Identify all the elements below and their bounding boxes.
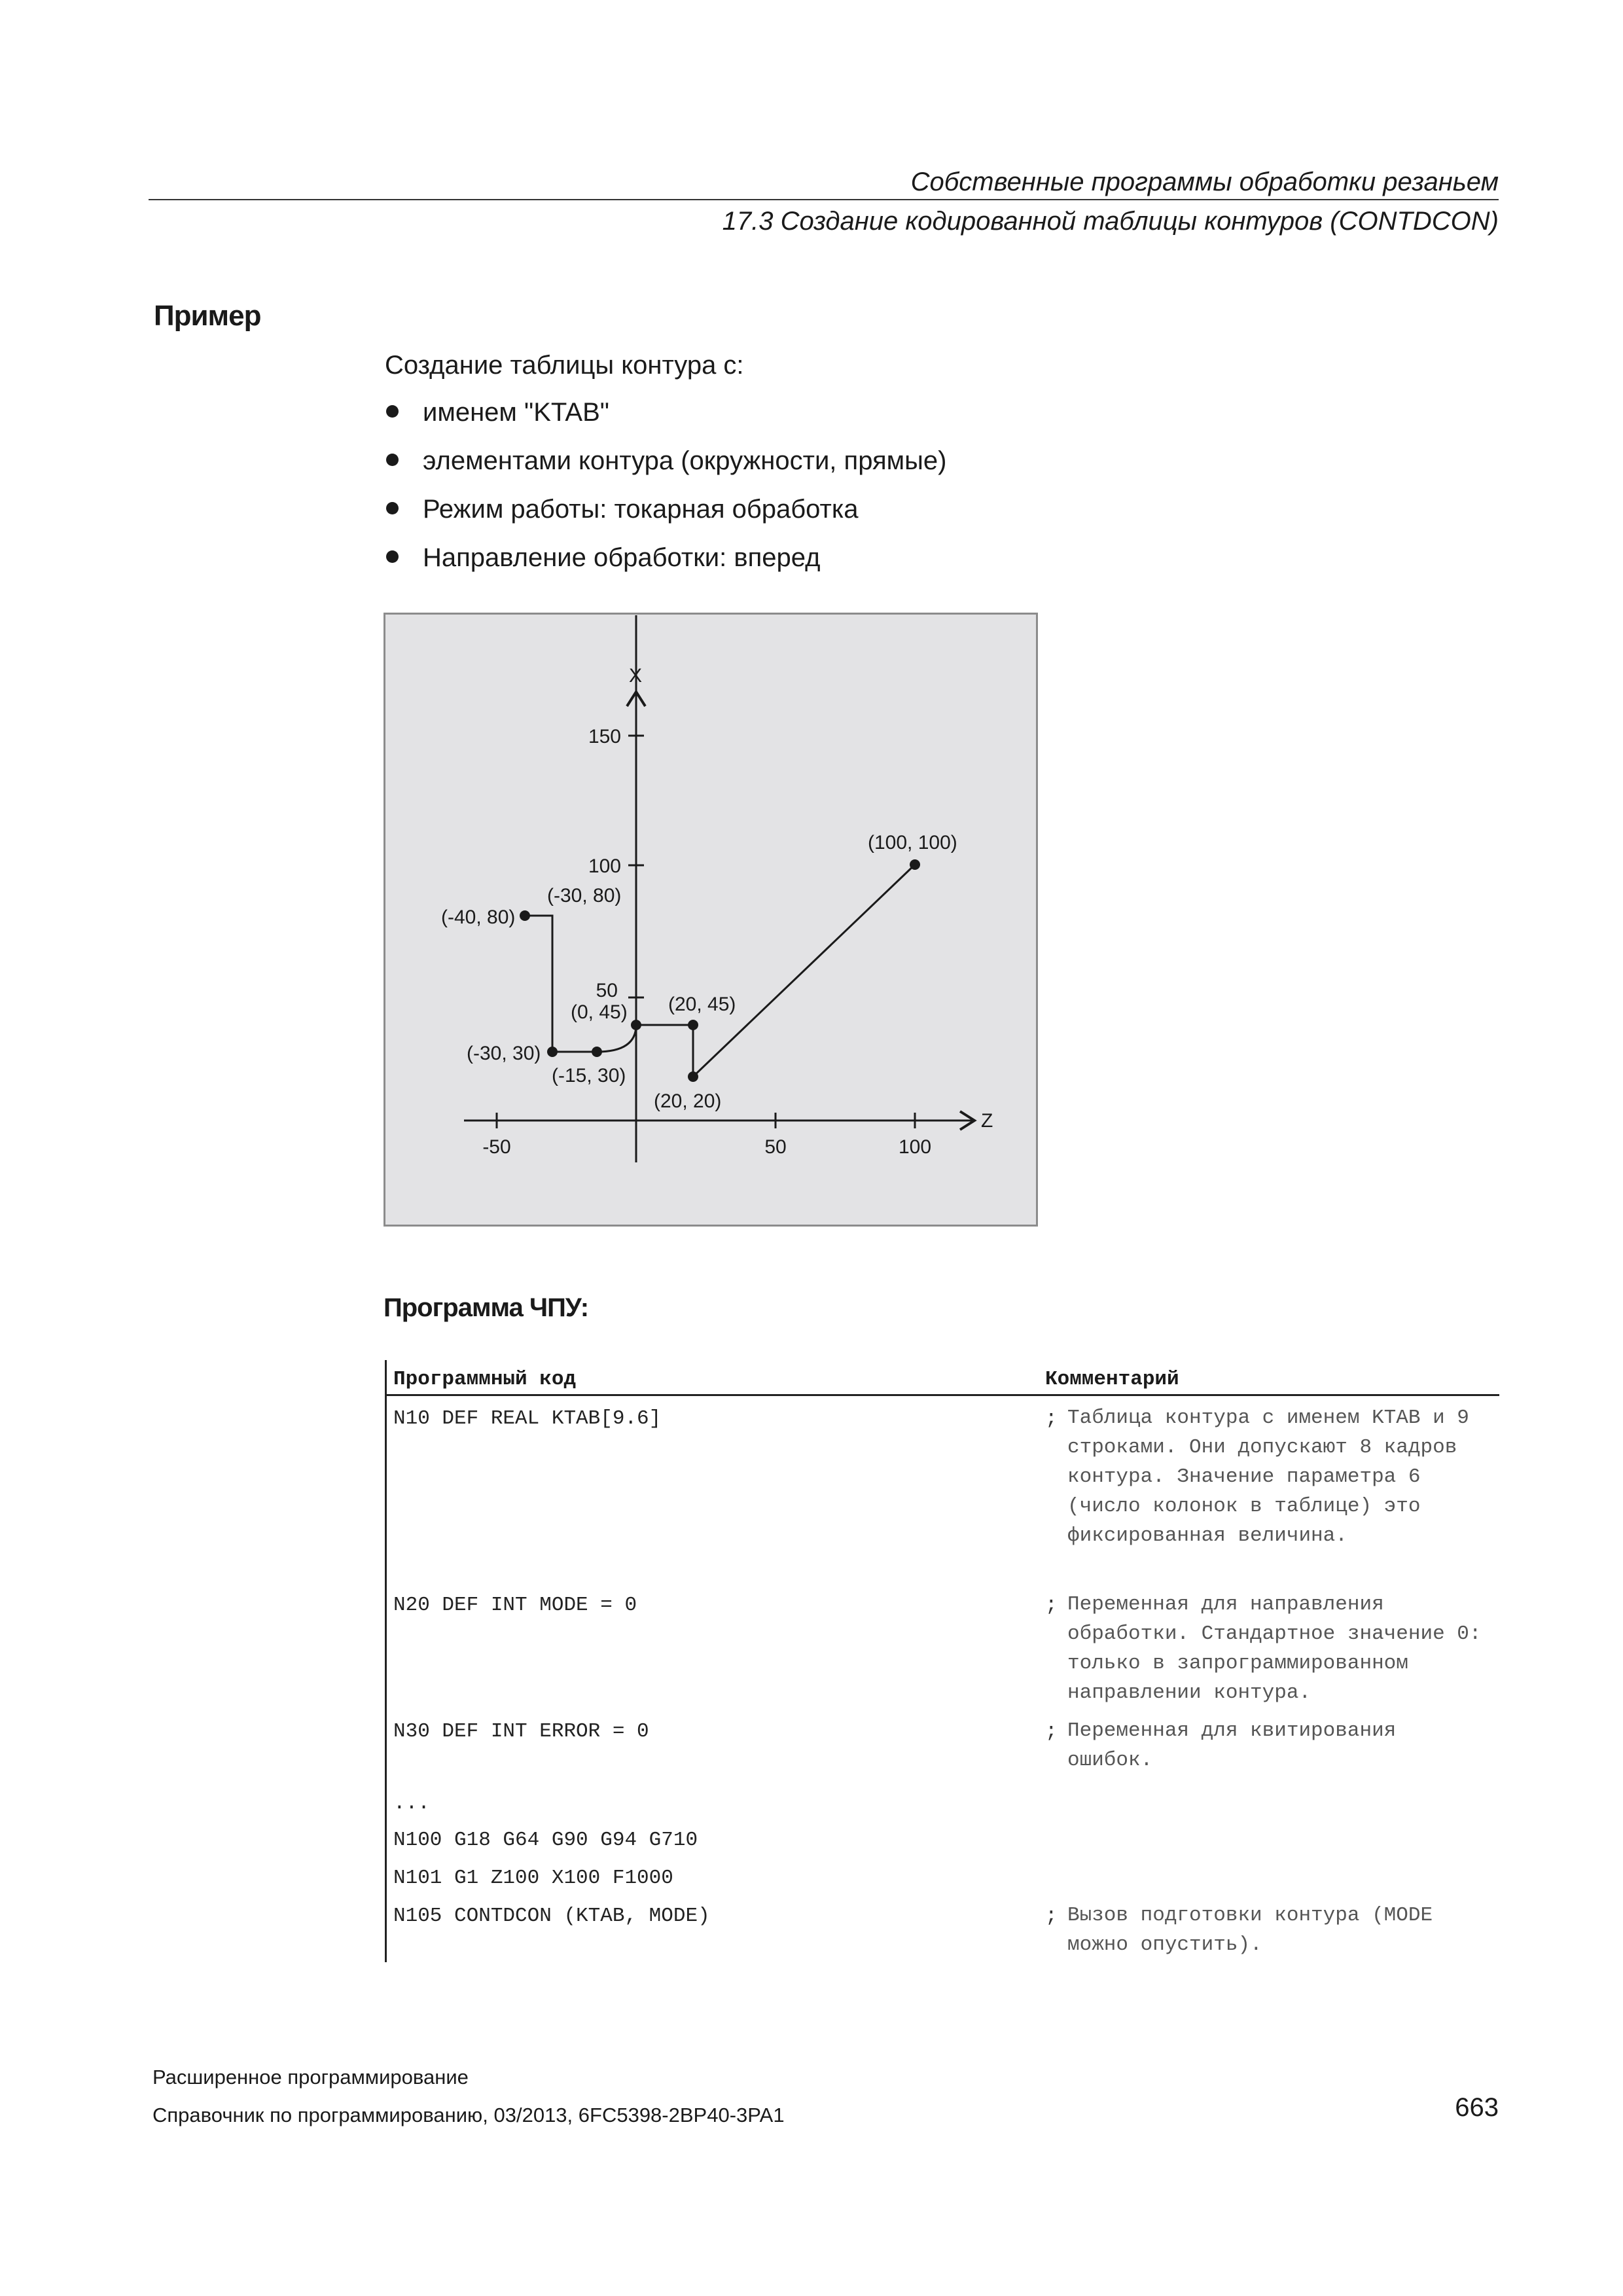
comment-cell: Переменная для направления обработки. Стандартное значение 0: только в запрограммированном направлении контура. bbox=[1067, 1593, 1482, 1704]
bullet-item bbox=[385, 493, 946, 542]
code-cell: N100 G18 G64 G90 G94 G710 bbox=[393, 1829, 698, 1852]
z-tick-label: -50 bbox=[482, 1136, 511, 1158]
contour-point bbox=[688, 1071, 698, 1082]
contour-point bbox=[910, 859, 920, 870]
point-label: (20, 45) bbox=[668, 994, 736, 1015]
contour-point bbox=[547, 1047, 558, 1057]
point-label: (0, 45) bbox=[571, 1001, 628, 1023]
x-axis-label: X bbox=[629, 665, 643, 687]
example-heading: Пример bbox=[154, 300, 261, 332]
table-header bbox=[387, 1360, 1499, 1396]
point-label: (-15, 30) bbox=[552, 1065, 626, 1086]
code-cell: N10 DEF REAL KTAB[9.6] bbox=[393, 1407, 662, 1430]
bullet-text: элементами контура (окружности, прямые) bbox=[423, 446, 947, 475]
column-header-code: Программный код bbox=[393, 1368, 577, 1391]
x-tick-label: 100 bbox=[588, 855, 621, 877]
x-tick-label: 50 bbox=[596, 980, 618, 1001]
x-tick-label: 150 bbox=[588, 726, 621, 747]
code-cell: N105 CONTDCON (KTAB, MODE) bbox=[393, 1905, 710, 1928]
bullet-item bbox=[385, 397, 946, 445]
comment-marker: ; bbox=[1045, 1407, 1058, 1430]
contour-point bbox=[631, 1020, 641, 1030]
bullet-icon bbox=[386, 405, 399, 418]
contour-point bbox=[592, 1047, 602, 1057]
comment-cell: Вызов подготовки контура (MODE можно опустить). bbox=[1067, 1904, 1433, 1956]
point-label: (-30, 30) bbox=[467, 1043, 541, 1064]
point-label: (100, 100) bbox=[868, 832, 957, 853]
footer-reference: Справочник по программированию, 03/2013, 6FC5398-2BP40-3PA1 bbox=[152, 2104, 785, 2126]
comment-marker: ; bbox=[1045, 1720, 1058, 1743]
point-label: (-30, 80) bbox=[547, 885, 622, 906]
z-tick-label: 100 bbox=[898, 1136, 932, 1158]
program-table bbox=[385, 1360, 1499, 1962]
bullet-item bbox=[385, 445, 946, 493]
bullet-icon bbox=[386, 550, 399, 563]
z-tick-label: 50 bbox=[764, 1136, 787, 1158]
z-axis-label: Z bbox=[981, 1110, 993, 1132]
column-header-comment: Комментарий bbox=[1045, 1368, 1179, 1391]
contour-drawing bbox=[385, 615, 1036, 1225]
comment-marker: ; bbox=[1045, 1594, 1058, 1617]
code-cell: N20 DEF INT MODE = 0 bbox=[393, 1594, 637, 1617]
bullet-text: именем "KTAB" bbox=[423, 398, 609, 427]
code-cell: ... bbox=[393, 1792, 430, 1815]
bullet-text: Направление обработки: вперед bbox=[423, 543, 821, 572]
contour-point bbox=[520, 910, 530, 921]
header-rule bbox=[149, 199, 1499, 200]
program-heading: Программа ЧПУ: bbox=[383, 1293, 589, 1322]
contour-point bbox=[688, 1020, 698, 1030]
page-number: 663 bbox=[1455, 2093, 1499, 2122]
code-cell: N101 G1 Z100 X100 F1000 bbox=[393, 1867, 673, 1890]
contour-figure bbox=[383, 613, 1038, 1227]
running-header-section: 17.3 Создание кодированной таблицы контуров (CONTDCON) bbox=[722, 207, 1499, 236]
running-header-chapter: Собственные программы обработки резаньем bbox=[910, 168, 1499, 196]
example-intro: Создание таблицы контура с: bbox=[385, 351, 744, 380]
bullet-icon bbox=[386, 502, 399, 514]
bullet-list bbox=[385, 397, 946, 590]
bullet-item bbox=[385, 542, 946, 590]
bullet-icon bbox=[386, 454, 399, 466]
code-cell: N30 DEF INT ERROR = 0 bbox=[393, 1720, 649, 1743]
bullet-text: Режим работы: токарная обработка bbox=[423, 495, 859, 524]
footer-title: Расширенное программирование bbox=[152, 2066, 469, 2089]
comment-cell: Таблица контура с именем KTAB и 9 строками. Они допускают 8 кадров контура. Значение параметра 6 (число колонок в таблице) это фиксированная величина. bbox=[1067, 1407, 1469, 1547]
comment-cell: Переменная для квитирования ошибок. bbox=[1067, 1719, 1397, 1772]
point-label: (-40, 80) bbox=[441, 906, 516, 928]
comment-marker: ; bbox=[1045, 1905, 1058, 1928]
point-label: (20, 20) bbox=[654, 1090, 722, 1112]
